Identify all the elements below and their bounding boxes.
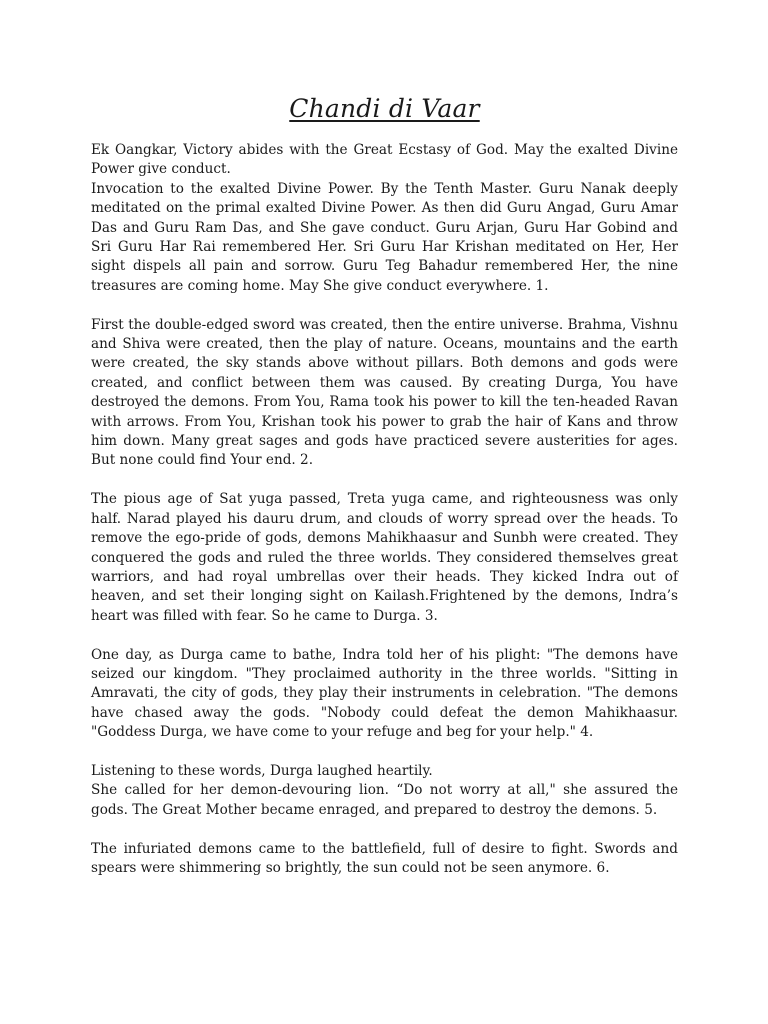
- document-page: [91, 92, 678, 898]
- paragraph-verse-4: [91, 646, 678, 743]
- paragraph-line: Listening to these words, Durga laughed heartily.: [91, 762, 433, 779]
- paragraph-line: One day, as Durga came to bathe, Indra told her of his plight: "The demons have seized our kingdom. "They proclaimed authority in the three worlds. "Sitting in Amravati, the city of gods, they play their instruments in celebration. "The demons have chased away the gods. "Nobody could defeat the demon Mahikhaasur. "Goddess Durga, we have come to your refuge and beg for your help." 4.: [91, 646, 678, 741]
- paragraph-verse-3: [91, 490, 678, 626]
- paragraph-verse-2: [91, 316, 678, 471]
- paragraph-line: The infuriated demons came to the battlefield, full of desire to fight. Swords and spears were shimmering so brightly, the sun could not be seen anymore. 6.: [91, 840, 678, 876]
- document-title: Chandi di Vaar: [289, 94, 480, 123]
- paragraph-line: Ek Oangkar, Victory abides with the Great Ecstasy of God. May the exalted Divine Power give conduct.: [91, 142, 678, 178]
- paragraph-line: She called for her demon-devouring lion. “Do not worry at all," she assured the gods. The Great Mother became enraged, and prepared to destroy the demons. 5.: [91, 782, 678, 818]
- paragraph-line: The pious age of Sat yuga passed, Treta yuga came, and righteousness was only half. Narad played his dauru drum, and clouds of worry spread over the heads. To remove the ego-pride of gods, demons Mahikhaasur and Sunbh were created. They conquered the gods and ruled the three worlds. They considered themselves great warriors, and had royal umbrellas over their heads. They kicked Indra out of heaven, and set their longing sight on Kailash.Frightened by the demons, Indra’s heart was filled with fear. So he came to Durga. 3.: [91, 491, 678, 624]
- paragraph-invocation: [91, 141, 678, 296]
- paragraph-verse-5: [91, 762, 678, 820]
- paragraph-verse-6: [91, 840, 678, 879]
- paragraph-line: Invocation to the exalted Divine Power. By the Tenth Master. Guru Nanak deeply meditated on the primal exalted Divine Power. As then did Guru Angad, Guru Amar Das and Guru Ram Das, and She gave conduct. Guru Arjan, Guru Har Gobind and Sri Guru Har Rai remembered Her. Sri Guru Har Krishan meditated on Her, Her sight dispels all pain and sorrow. Guru Teg Bahadur remembered Her, the nine treasures are coming home. May She give conduct everywhere. 1.: [91, 180, 678, 294]
- paragraph-line: First the double-edged sword was created, then the entire universe. Brahma, Vishnu and Shiva were created, then the play of nature. Oceans, mountains and the earth were created, the sky stands above without pillars. Both demons and gods were created, and conflict between them was caused. By creating Durga, You have destroyed the demons. From You, Rama took his power to kill the ten-headed Ravan with arrows. From You, Krishan took his power to grab the hair of Kans and throw him down. Many great sages and gods have practiced severe austerities for ages. But none could find Your end. 2.: [91, 316, 678, 469]
